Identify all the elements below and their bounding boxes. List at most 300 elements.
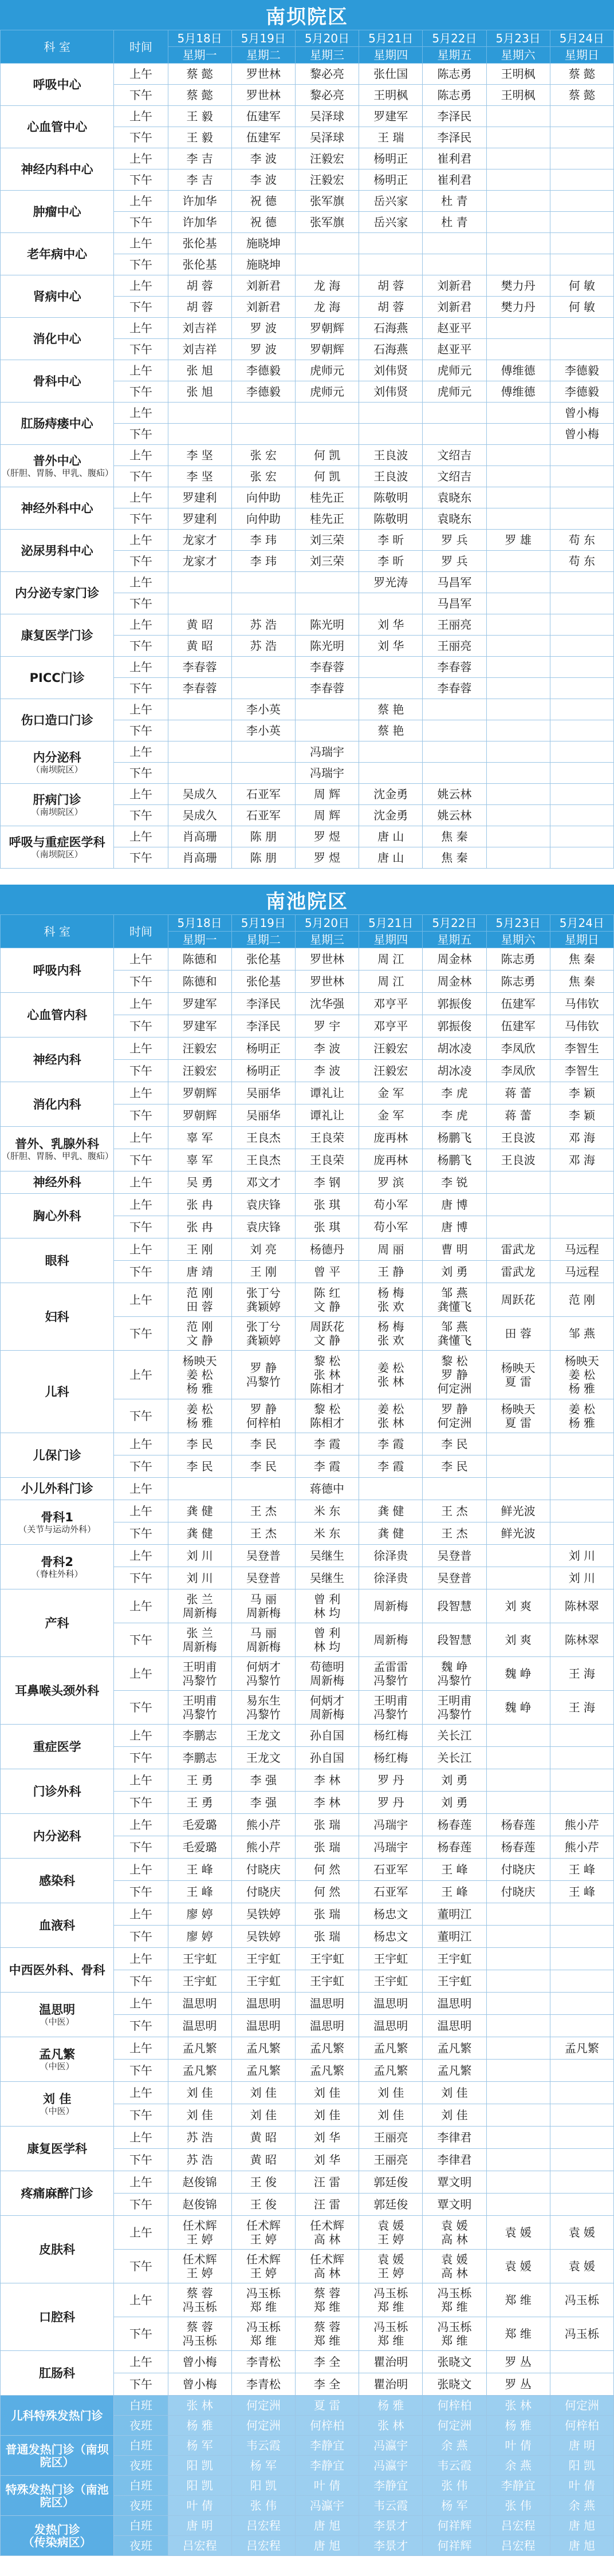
- doctor-cell: [550, 1455, 613, 1478]
- section-title-nanba: 南坝院区: [0, 0, 614, 30]
- doctor-cell: 李 坚: [168, 445, 231, 466]
- doctor-cell: 袁 媛 高 林: [423, 2216, 486, 2250]
- doctor-cell: 李 玮: [231, 551, 295, 572]
- doctor-cell: [486, 445, 550, 466]
- time-slot: 下午: [114, 1015, 168, 1037]
- doctor-cell: 汪 雷: [295, 2171, 359, 2194]
- dept-name: 泌尿男科中心: [1, 530, 114, 572]
- doctor-cell: [550, 1500, 613, 1522]
- doctor-cell: 苟 东: [550, 530, 613, 551]
- doctor-cell: 魏 峥: [486, 1657, 550, 1691]
- doctor-cell: [359, 657, 423, 678]
- dept-name: 孟凡繁 （中医）: [1, 2037, 114, 2082]
- header-day: 星期二: [231, 47, 295, 64]
- fever-cell: 何定洲: [231, 2396, 295, 2416]
- doctor-cell: 黎 松 张 林 陈相才: [295, 1351, 359, 1399]
- doctor-cell: 郑 维: [486, 2283, 550, 2317]
- fever-cell: 吕宏程: [486, 2516, 550, 2536]
- fever-cell: 叶 倩: [550, 2476, 613, 2496]
- doctor-cell: 张 瑞: [295, 1903, 359, 1926]
- table-row: [1, 1814, 614, 1836]
- dept-name: 儿科: [1, 1351, 114, 1433]
- time-slot: 下午: [114, 1926, 168, 1948]
- fever-cell: 韦云霞: [423, 2456, 486, 2476]
- doctor-cell: 周金林: [423, 971, 486, 993]
- doctor-cell: [486, 1478, 550, 1500]
- doctor-cell: 王良杰: [231, 1149, 295, 1171]
- doctor-cell: [550, 1725, 613, 1747]
- time-slot: 上午: [114, 1037, 168, 1060]
- doctor-cell: [550, 1926, 613, 1948]
- doctor-cell: 苟德明 周新梅: [295, 1657, 359, 1691]
- doctor-cell: [486, 106, 550, 127]
- doctor-cell: 温思明: [295, 2015, 359, 2037]
- doctor-cell: 蔡 蓉 郑 维: [295, 2317, 359, 2351]
- doctor-cell: 岳兴家: [359, 212, 423, 233]
- doctor-cell: 鲜光波: [486, 1522, 550, 1545]
- doctor-cell: 吴铁婷: [231, 1903, 295, 1926]
- table-row: [1, 64, 614, 85]
- doctor-cell: 龙家才: [168, 551, 231, 572]
- header-date: 5月19日: [231, 915, 295, 932]
- time-slot: 下午: [114, 2194, 168, 2216]
- time-slot: 下午: [114, 381, 168, 403]
- doctor-cell: 杨德丹: [295, 1238, 359, 1261]
- doctor-cell: [550, 657, 613, 678]
- fever-cell: 张 伟: [423, 2476, 486, 2496]
- doctor-cell: 王 静: [359, 1261, 423, 1283]
- doctor-cell: 王宇虹: [168, 1948, 231, 1970]
- dept-sub: （中医）: [40, 2105, 74, 2116]
- doctor-cell: 龚 健: [168, 1522, 231, 1545]
- doctor-cell: 王 俊: [231, 2194, 295, 2216]
- doctor-cell: 冯玉栎: [550, 2317, 613, 2351]
- time-slot: 下午: [114, 2317, 168, 2351]
- doctor-cell: 王良波: [359, 445, 423, 466]
- header-date: 5月21日: [359, 915, 423, 932]
- fever-cell: 唐 旭: [295, 2536, 359, 2556]
- header-day: 星期一: [168, 47, 231, 64]
- doctor-cell: 龚 健: [359, 1522, 423, 1545]
- header-row-dates: [1, 30, 614, 47]
- doctor-cell: 罗建军: [168, 1015, 231, 1037]
- doctor-cell: 李 民: [168, 1455, 231, 1478]
- doctor-cell: 温思明: [423, 2015, 486, 2037]
- doctor-cell: 杜 青: [423, 212, 486, 233]
- doctor-cell: 吴丽华: [231, 1082, 295, 1104]
- doctor-cell: 周 丽: [359, 1238, 423, 1261]
- fever-row: [1, 2476, 614, 2496]
- doctor-cell: 罗朝辉: [168, 1082, 231, 1104]
- doctor-cell: 付晓庆: [231, 1859, 295, 1881]
- dept-name: 儿保门诊: [1, 1433, 114, 1478]
- doctor-cell: 任术辉 王 婷: [168, 2250, 231, 2283]
- time-slot: 上午: [114, 948, 168, 971]
- doctor-cell: [550, 127, 613, 148]
- doctor-cell: [486, 1545, 550, 1567]
- doctor-cell: 苟小军: [359, 1194, 423, 1216]
- time-slot: 上午: [114, 1859, 168, 1881]
- doctor-cell: 王 峰: [423, 1881, 486, 1903]
- doctor-cell: [550, 191, 613, 212]
- doctor-cell: 王明甫 冯黎竹: [168, 1657, 231, 1691]
- doctor-cell: [550, 445, 613, 466]
- time-slot: 上午: [114, 64, 168, 85]
- doctor-cell: 邹 燕: [550, 1317, 613, 1351]
- doctor-cell: 郭廷俊: [359, 2194, 423, 2216]
- time-slot: 下午: [114, 1104, 168, 1127]
- doctor-cell: 刘 亮: [231, 1238, 295, 1261]
- doctor-cell: 唐 山: [359, 826, 423, 847]
- doctor-cell: [550, 1194, 613, 1216]
- doctor-cell: 张伦基: [168, 233, 231, 254]
- doctor-cell: 曾 利 林 均: [295, 1589, 359, 1623]
- doctor-cell: [486, 1171, 550, 1194]
- fever-cell: 阳 凯: [168, 2476, 231, 2496]
- doctor-cell: [486, 784, 550, 805]
- dept-name: 骨科2 （脊柱外科）: [1, 1545, 114, 1589]
- table-row: [1, 1351, 614, 1399]
- time-slot: 上午: [114, 1725, 168, 1747]
- table-row: [1, 2216, 614, 2250]
- doctor-cell: 李春蓉: [423, 657, 486, 678]
- doctor-cell: 焦 秦: [423, 847, 486, 869]
- doctor-cell: 王良波: [359, 466, 423, 487]
- doctor-cell: 徐泽贵: [359, 1567, 423, 1589]
- header-date: 5月18日: [168, 915, 231, 932]
- doctor-cell: 张仕国: [359, 64, 423, 85]
- time-slot: 下午: [114, 551, 168, 572]
- time-slot: 上午: [114, 191, 168, 212]
- doctor-cell: 崔利君: [423, 169, 486, 191]
- dept-name: 呼吸与重症医学科 （南坝院区）: [1, 826, 114, 869]
- doctor-cell: [231, 593, 295, 614]
- doctor-cell: 王 杰: [423, 1522, 486, 1545]
- doctor-cell: 李 波: [231, 169, 295, 191]
- time-slot: 上午: [114, 699, 168, 720]
- doctor-cell: 王宇虹: [423, 1948, 486, 1970]
- doctor-cell: [486, 487, 550, 508]
- doctor-cell: 张晓文: [423, 2351, 486, 2373]
- time-slot: 下午: [114, 2250, 168, 2283]
- time-slot: 下午: [114, 847, 168, 869]
- doctor-cell: 向仲助: [231, 508, 295, 530]
- doctor-cell: 李凤欣: [486, 1060, 550, 1082]
- doctor-cell: 唐 靖: [168, 1261, 231, 1283]
- doctor-cell: 孟凡繁: [359, 2037, 423, 2060]
- doctor-cell: 孟凡繁: [168, 2060, 231, 2082]
- doctor-cell: 苟 东: [550, 551, 613, 572]
- doctor-cell: 李 颖: [550, 1104, 613, 1127]
- header-date: 5月22日: [423, 915, 486, 932]
- doctor-cell: 温思明: [423, 1993, 486, 2015]
- doctor-cell: 刘新君: [423, 275, 486, 297]
- doctor-cell: 吴登普: [231, 1545, 295, 1567]
- doctor-cell: [550, 169, 613, 191]
- doctor-cell: 胡 蓉: [359, 297, 423, 318]
- doctor-cell: 吴继生: [295, 1545, 359, 1567]
- doctor-cell: 罗建军: [168, 993, 231, 1015]
- fever-cell: 韦云霞: [359, 2496, 423, 2516]
- doctor-cell: 焦 秦: [423, 826, 486, 847]
- doctor-cell: [359, 1478, 423, 1500]
- doctor-cell: 米 东: [295, 1500, 359, 1522]
- doctor-cell: 李 强: [231, 1769, 295, 1792]
- doctor-cell: 唐 博: [423, 1216, 486, 1238]
- doctor-cell: 杨鹏飞: [423, 1149, 486, 1171]
- doctor-cell: 龚 健: [168, 1500, 231, 1522]
- doctor-cell: [231, 403, 295, 424]
- dept-sub: （南坝院区）: [31, 806, 83, 817]
- time-slot: 下午: [114, 212, 168, 233]
- doctor-cell: [486, 508, 550, 530]
- doctor-cell: [486, 720, 550, 741]
- doctor-cell: 田 蓉: [486, 1317, 550, 1351]
- doctor-cell: 王明甫 冯黎竹: [168, 1691, 231, 1725]
- doctor-cell: 苟小军: [359, 1216, 423, 1238]
- doctor-cell: [550, 233, 613, 254]
- doctor-cell: 曾小梅: [168, 2351, 231, 2373]
- doctor-cell: 黎必亮: [295, 85, 359, 106]
- doctor-cell: 李 民: [423, 1433, 486, 1455]
- header-day: 星期五: [423, 47, 486, 64]
- doctor-cell: [168, 720, 231, 741]
- doctor-cell: 孟凡繁: [359, 2060, 423, 2082]
- doctor-cell: 王良波: [486, 1127, 550, 1149]
- doctor-cell: 杨 梅 张 欢: [359, 1317, 423, 1351]
- doctor-cell: 邓 海: [550, 1127, 613, 1149]
- doctor-cell: 刘 佳: [168, 2104, 231, 2127]
- doctor-cell: [486, 2104, 550, 2127]
- dept-name: 骨科中心: [1, 360, 114, 403]
- doctor-cell: 杨春莲: [486, 1836, 550, 1859]
- doctor-cell: [550, 826, 613, 847]
- doctor-cell: 何 凯: [295, 466, 359, 487]
- doctor-cell: [550, 148, 613, 169]
- doctor-cell: 李泽民: [231, 1015, 295, 1037]
- time-slot: 上午: [114, 993, 168, 1015]
- doctor-cell: 罗 滨: [359, 1171, 423, 1194]
- doctor-cell: 胡 蓉: [168, 275, 231, 297]
- doctor-cell: 樊力丹: [486, 275, 550, 297]
- doctor-cell: 刘 佳: [423, 2104, 486, 2127]
- doctor-cell: 杨映天 夏 雷: [486, 1351, 550, 1399]
- time-slot: 下午: [114, 763, 168, 784]
- time-slot: 上午: [114, 614, 168, 636]
- time-slot: 下午: [114, 508, 168, 530]
- doctor-cell: 吴登普: [231, 1567, 295, 1589]
- dept-sub: （南坝院区）: [31, 764, 83, 775]
- time-slot: 上午: [114, 784, 168, 805]
- table-row: [1, 2127, 614, 2149]
- doctor-cell: [550, 847, 613, 869]
- doctor-cell: 周 江: [359, 948, 423, 971]
- doctor-cell: 任术辉 王 婷: [231, 2216, 295, 2250]
- doctor-cell: 蔡 蓉 冯玉栎: [168, 2283, 231, 2317]
- table-row: [1, 1478, 614, 1500]
- time-slot: 上午: [114, 572, 168, 593]
- doctor-cell: 刘 勇: [423, 1792, 486, 1814]
- time-slot: 上午: [114, 2127, 168, 2149]
- doctor-cell: [486, 424, 550, 445]
- doctor-cell: [486, 1216, 550, 1238]
- doctor-cell: 王丽亮: [359, 2149, 423, 2171]
- time-slot: 上午: [114, 1814, 168, 1836]
- doctor-cell: [359, 424, 423, 445]
- doctor-cell: 吴继生: [295, 1567, 359, 1589]
- fever-cell: 夏 雷: [295, 2396, 359, 2416]
- doctor-cell: [550, 487, 613, 508]
- table-row: [1, 2082, 614, 2104]
- doctor-cell: 杨明正: [359, 148, 423, 169]
- doctor-cell: 孟凡繁: [168, 2037, 231, 2060]
- doctor-cell: 岳兴家: [359, 191, 423, 212]
- doctor-cell: 邹 燕 龚懂飞: [423, 1283, 486, 1317]
- fever-cell: 唐 旭: [295, 2516, 359, 2536]
- doctor-cell: 李 吉: [168, 148, 231, 169]
- fever-cell: 李景才: [359, 2516, 423, 2536]
- table-row: [1, 1194, 614, 1216]
- doctor-cell: 刘 川: [550, 1567, 613, 1589]
- doctor-cell: 刘伟贤: [359, 360, 423, 381]
- doctor-cell: 郑 维: [486, 2317, 550, 2351]
- dept-name: 骨科1 （关节与运动外科）: [1, 1500, 114, 1545]
- doctor-cell: [486, 763, 550, 784]
- table-row: [1, 106, 614, 127]
- doctor-cell: 文绍吉: [423, 466, 486, 487]
- time-slot: 上午: [114, 318, 168, 339]
- time-slot: 下午: [114, 2373, 168, 2396]
- section-title-nanchi: 南池院区: [0, 885, 614, 914]
- doctor-cell: 王良荣: [295, 1127, 359, 1149]
- dept-name: 康复医学科: [1, 2127, 114, 2171]
- doctor-cell: [231, 741, 295, 763]
- doctor-cell: 孙自国: [295, 1747, 359, 1769]
- time-slot: 上午: [114, 741, 168, 763]
- doctor-cell: 李 波: [231, 148, 295, 169]
- doctor-cell: 鲜光波: [486, 1500, 550, 1522]
- dept-sub: （中医）: [40, 2016, 74, 2027]
- doctor-cell: 王宇虹: [359, 1970, 423, 1993]
- doctor-cell: 何 然: [295, 1881, 359, 1903]
- doctor-cell: 刘 华: [359, 614, 423, 636]
- doctor-cell: 伍建军: [486, 993, 550, 1015]
- header-time: 时间: [114, 915, 168, 948]
- dept-sub: （肝胆、胃肠、甲乳、腹疝）: [2, 1150, 114, 1161]
- doctor-cell: [168, 403, 231, 424]
- doctor-cell: 杨红梅: [359, 1747, 423, 1769]
- dept-name: 妇科: [1, 1283, 114, 1351]
- doctor-cell: [550, 2127, 613, 2149]
- time-slot: 上午: [114, 1171, 168, 1194]
- doctor-cell: [550, 1769, 613, 1792]
- doctor-cell: 李鹏志: [168, 1725, 231, 1747]
- doctor-cell: 冯玉栎 郑 维: [231, 2317, 295, 2351]
- doctor-cell: 周 江: [359, 971, 423, 993]
- header-dept: 科 室: [1, 30, 114, 64]
- doctor-cell: 罗建军: [359, 106, 423, 127]
- doctor-cell: [423, 763, 486, 784]
- doctor-cell: [486, 1567, 550, 1589]
- doctor-cell: 苏 浩: [168, 2149, 231, 2171]
- fever-cell: 杨 雅: [486, 2416, 550, 2436]
- doctor-cell: 姚云林: [423, 784, 486, 805]
- table-row: [1, 2283, 614, 2317]
- time-slot: 下午: [114, 1970, 168, 1993]
- dept-name: 伤口造口门诊: [1, 699, 114, 741]
- doctor-cell: 曾 平: [295, 1261, 359, 1283]
- doctor-cell: [486, 2037, 550, 2060]
- doctor-cell: 张 兰 周新梅: [168, 1623, 231, 1657]
- table-row: [1, 2351, 614, 2373]
- doctor-cell: 曾小梅: [550, 424, 613, 445]
- doctor-cell: 苏 浩: [231, 614, 295, 636]
- doctor-cell: 袁庆锋: [231, 1216, 295, 1238]
- fever-dept: 特殊发热门诊（南池院区）: [1, 2476, 114, 2516]
- doctor-cell: 刘 佳: [423, 2082, 486, 2104]
- time-slot: 下午: [114, 2015, 168, 2037]
- doctor-cell: 覃文明: [423, 2194, 486, 2216]
- doctor-cell: 张军旗: [295, 212, 359, 233]
- doctor-cell: 石海燕: [359, 339, 423, 360]
- time-slot: 上午: [114, 657, 168, 678]
- doctor-cell: 石亚军: [231, 805, 295, 826]
- doctor-cell: 张 瑞: [295, 1814, 359, 1836]
- doctor-cell: [550, 614, 613, 636]
- time-slot: 下午: [114, 1149, 168, 1171]
- fever-dept: 发热门诊（传染病区）: [1, 2516, 114, 2556]
- doctor-cell: 刘 川: [168, 1545, 231, 1567]
- doctor-cell: 王宇虹: [168, 1970, 231, 1993]
- doctor-cell: 吴登普: [423, 1545, 486, 1567]
- header-day: 星期六: [486, 47, 550, 64]
- doctor-cell: 陈德和: [168, 971, 231, 993]
- doctor-cell: 杨春莲: [423, 1836, 486, 1859]
- doctor-cell: 李德毅: [231, 360, 295, 381]
- fever-cell: 冯瀛宇: [359, 2436, 423, 2456]
- doctor-cell: 李智生: [550, 1037, 613, 1060]
- doctor-cell: 崔利君: [423, 148, 486, 169]
- doctor-cell: 虎师元: [295, 381, 359, 403]
- time-slot: 上午: [114, 1769, 168, 1792]
- doctor-cell: 雷武龙: [486, 1238, 550, 1261]
- doctor-cell: 樊力丹: [486, 297, 550, 318]
- doctor-cell: [550, 593, 613, 614]
- doctor-cell: 王明甫 冯黎竹: [359, 1691, 423, 1725]
- doctor-cell: 李春蓉: [168, 657, 231, 678]
- doctor-cell: 魏 峥: [486, 1691, 550, 1725]
- doctor-cell: [486, 2082, 550, 2104]
- dept-name: 心血管中心: [1, 106, 114, 148]
- table-row: [1, 191, 614, 212]
- doctor-cell: 温思明: [168, 1993, 231, 2015]
- dept-name: 中西医外科、骨科: [1, 1948, 114, 1993]
- fever-cell: 杨 军: [231, 2456, 295, 2476]
- fever-cell: 何梓柏: [550, 2416, 613, 2436]
- fever-cell: 冯瀛宇: [295, 2496, 359, 2516]
- doctor-cell: 李 昕: [359, 530, 423, 551]
- doctor-cell: [359, 678, 423, 699]
- doctor-cell: 王 刚: [168, 1238, 231, 1261]
- doctor-cell: 陈志勇: [423, 85, 486, 106]
- doctor-cell: 张 瑞: [295, 1926, 359, 1948]
- table-row: [1, 1082, 614, 1104]
- doctor-cell: [550, 1216, 613, 1238]
- dept-name: 康复医学门诊: [1, 614, 114, 657]
- doctor-cell: 王宇虹: [295, 1970, 359, 1993]
- doctor-cell: [423, 233, 486, 254]
- doctor-cell: [486, 1769, 550, 1792]
